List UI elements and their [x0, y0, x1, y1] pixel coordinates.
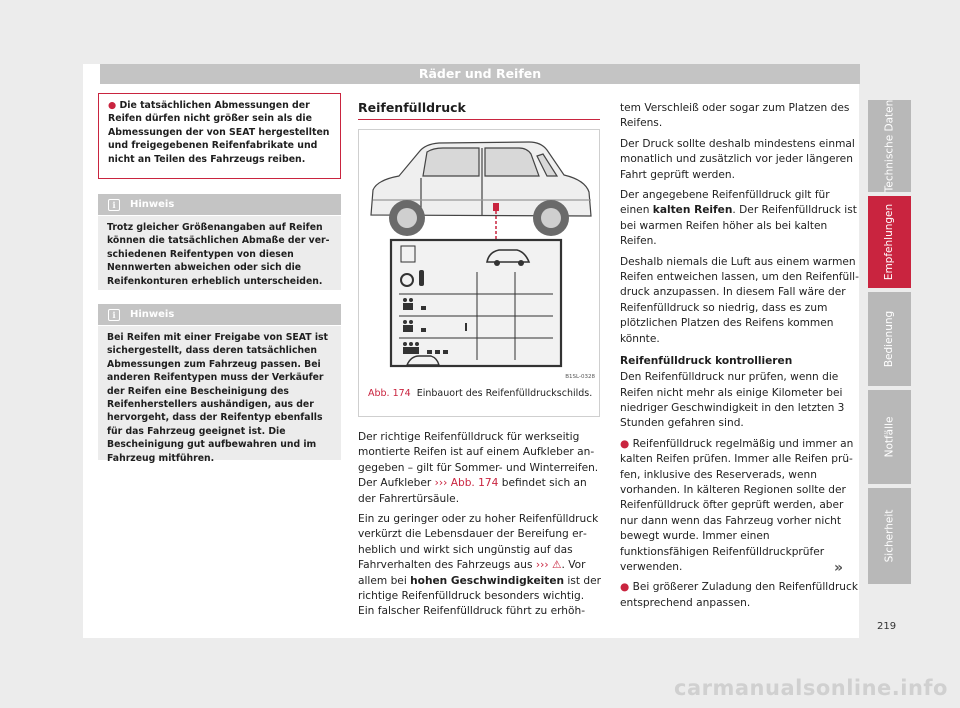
- text-run: Bei größerer Zuladung den Reifenfülldruck entsprechend anpassen.: [620, 581, 858, 609]
- text-run: Der angegebene Reifenfülldruck gilt für einen: [620, 189, 830, 217]
- paragraph: Der Druck sollte deshalb mindestens einmal monatlich und zusätzlich vor jeder längeren Fahrt geprüft werden.: [620, 137, 855, 181]
- note-title: Hinweis: [130, 309, 175, 320]
- warning-body: Die tatsächlichen Abmessungen der Reifen dürfen nicht größer sein als die Abmessungen der von SEAT hergestellten und freigegebenen Reifenfabrikate und nicht an Teilen des Fahrzeugs reiben.: [108, 100, 330, 165]
- bullet-icon: ●: [620, 581, 630, 594]
- paragraph: [358, 430, 603, 507]
- note-body: Bei Reifen mit einer Freigabe von SEAT ist sichergestellt, dass deren tatsächlichen Abmessungen zum Fahrzeug passen. Bei anderen Reifentypen muss der Verkäufer der Reifen eine Bescheinigung des Reifenherstellers aushändigen, aus der hervorgeht, dass der Reifentyp ebenfalls für das Fahrzeug geeignet ist. Die Bescheinigung gut aufbewahren und im Fahrzeug mitführen.: [107, 332, 328, 464]
- pressure-sticker: [391, 240, 561, 366]
- tab-label: Empfehlungen: [883, 203, 896, 281]
- text-run: . Der Reifenfülldruck ist bei warmen Reifen höher als bei kalten Reifen.: [620, 204, 857, 248]
- middle-text-column: [358, 430, 603, 625]
- figure-caption-text: Einbauort des Reifenfülldruckschilds.: [416, 388, 593, 399]
- warning-link[interactable]: ›››: [535, 559, 549, 572]
- text-run: Ein zu geringer oder zu hoher Reifenfülldruck verkürzt die Lebensdauer der Bereifung erheblich und wirkt sich ungünstig auf das Fahrverhalten des Fahrzeugs aus: [358, 513, 599, 572]
- car-and-sticker-illustration: [359, 130, 599, 380]
- note-title: Hinweis: [130, 199, 175, 210]
- section-divider: [358, 119, 600, 120]
- tab-sicherheit[interactable]: [868, 488, 911, 584]
- tab-label: Sicherheit: [883, 509, 896, 563]
- tab-notfaelle[interactable]: [868, 390, 911, 484]
- tab-technische-daten[interactable]: [868, 100, 911, 192]
- paragraph: Deshalb niemals die Luft aus einem warmen Reifen entweichen lassen, um den Reifenfülldruck anzupassen. In diesem Fall wäre der Reifenfülldruck so niedrig, dass es zum plötzlichen Platzen des Reifens kommen könnte.: [620, 255, 859, 345]
- tab-bedienung[interactable]: [868, 292, 911, 386]
- bullet-icon: ●: [620, 437, 630, 450]
- bold-run: kalten Reifen: [652, 204, 733, 217]
- info-icon: i: [108, 309, 120, 321]
- page-number: 219: [877, 621, 897, 632]
- right-text-column: [620, 101, 860, 616]
- figure-label: Abb. 174: [368, 388, 411, 399]
- bullet-icon: ●: [108, 100, 117, 111]
- subheading: Reifenfülldruck kontrollieren: [620, 355, 793, 368]
- figure-code: B1SL-0328: [565, 374, 595, 380]
- figure-caption: [368, 388, 594, 401]
- note-body: Trotz gleicher Größenangaben auf Reifen können die tatsächlichen Abmaße der verschiedenen Reifentypen von diesen Nennwerten abweichen oder sich die Reifenkonturen erheblich unterscheiden.: [107, 222, 330, 287]
- paragraph: Den Reifenfülldruck nur prüfen, wenn die Reifen nicht mehr als einige Kilometer bei niedriger Geschwindigkeit in den letzten 3 Stunden gefahren sind.: [620, 371, 845, 430]
- chapter-header: Räder und Reifen: [100, 64, 860, 84]
- tab-label: Notfälle: [883, 416, 896, 458]
- text-run: Reifenfülldruck regelmäßig und immer an kalten Reifen prüfen. Immer alle Reifen prüfen, inklusive des Reserverads, wenn vorhanden. In kälteren Regionen sollte der Reifenfülldruck öfter geprüft werden, aber nur dann wenn das Fahrzeug vorher nicht bewegt wurde. Immer einen funktionsfähigen Reifenfülldruckprüfer verwenden.: [620, 437, 854, 573]
- sticker-location-marker: [493, 203, 499, 211]
- bullet-item: [620, 437, 860, 576]
- note-box-2: [98, 304, 341, 464]
- note-header: [98, 194, 341, 216]
- continued-icon: »: [834, 560, 844, 576]
- paragraph: [358, 512, 603, 620]
- tab-empfehlungen[interactable]: [868, 196, 911, 288]
- note-header: [98, 304, 341, 326]
- figure-tire-pressure-label: [358, 129, 600, 417]
- bullet-item: [620, 580, 860, 611]
- text-run: befindet sich an der Fahrertürsäule.: [358, 477, 587, 505]
- tab-label: Bedienung: [883, 310, 896, 368]
- figure-link[interactable]: ››› Abb. 174: [434, 477, 499, 490]
- watermark: carmanualsonline.info: [674, 676, 948, 700]
- text-run: ist der richtige Reifenfülldruck besonders wichtig. Ein falscher Reifenfülldruck führt zu erhöh-: [358, 574, 602, 618]
- text-run: . Vor allem bei: [358, 559, 586, 587]
- info-icon: i: [108, 199, 120, 211]
- paragraph: tem Verschleiß oder sogar zum Platzen des Reifens.: [620, 102, 850, 130]
- paragraph: [620, 188, 860, 250]
- warning-triangle-icon: ⚠: [551, 559, 562, 572]
- tab-label: Technische Daten: [883, 99, 896, 193]
- warning-text: [108, 99, 331, 166]
- text-run: Der richtige Reifenfülldruck für werkseitig montierte Reifen ist auf einem Aufkleber angegeben – gilt für Sommer- und Winterreifen. Der Aufkleber: [358, 431, 599, 490]
- note-box-1: [98, 194, 341, 290]
- bold-run: hohen Geschwindigkeiten: [410, 574, 565, 587]
- warning-box: [98, 93, 341, 179]
- section-title: Reifenfülldruck: [358, 100, 466, 115]
